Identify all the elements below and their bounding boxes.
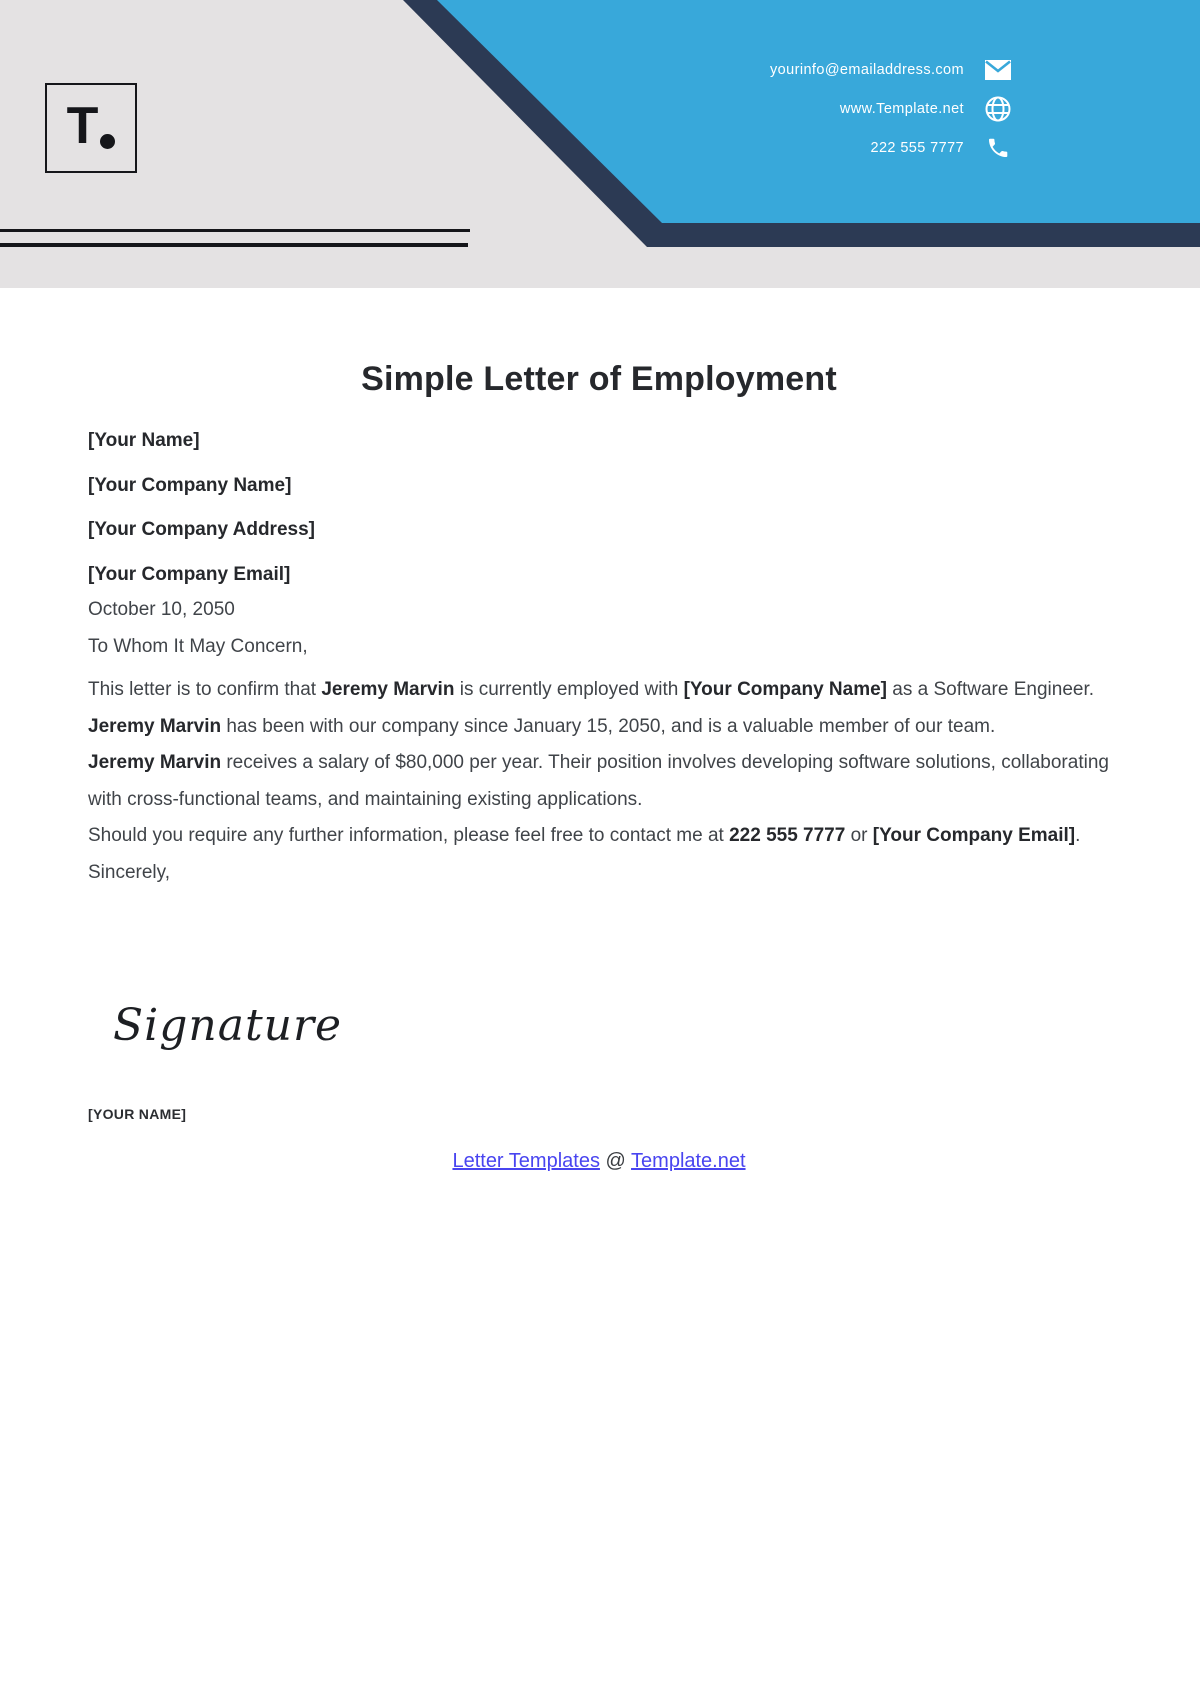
- letter-content: [88, 288, 1110, 1173]
- closing: Sincerely,: [88, 861, 171, 883]
- salutation: To Whom It May Concern,: [88, 635, 308, 657]
- body-paragraph-2: Jeremy Marvin receives a salary of $80,000 per year. Their position involves developing software solutions, collaborating with cross-functional teams, and maintaining existing applications.: [88, 752, 1109, 810]
- sender-address-block: [88, 424, 1110, 592]
- header-divider-line-top: [0, 229, 470, 232]
- envelope-icon: [984, 58, 1012, 82]
- letterhead: [0, 0, 1200, 288]
- body-paragraph-3: Should you require any further information, please feel free to contact me at 222 555 7777 or [Your Company Email].: [88, 825, 1081, 846]
- contact-phone-text: 222 555 7777: [870, 140, 964, 156]
- logo-letter: T: [66, 97, 98, 155]
- body-paragraph-1: This letter is to confirm that Jeremy Marvin is currently employed with [Your Company Name] as a Software Engineer. Jeremy Marvin has been with our company since January 15, 2050, and is a valuable member of our team.: [88, 679, 1095, 737]
- header-divider-line-bottom: [0, 243, 468, 247]
- contact-website-text: www.Template.net: [839, 101, 964, 117]
- letter-templates-link[interactable]: Letter Templates: [452, 1150, 600, 1172]
- phone-icon: [984, 136, 1012, 160]
- company-address-line: [Your Company Address]: [88, 519, 315, 540]
- logo-dot-icon: [100, 134, 115, 149]
- date-salutation-block: [88, 592, 1110, 665]
- contact-row-email: [770, 57, 1012, 83]
- page-title: Simple Letter of Employment: [361, 360, 837, 398]
- signer-name: [YOUR NAME]: [88, 1106, 187, 1122]
- company-name-line: [Your Company Name]: [88, 474, 292, 496]
- sender-name-line: [Your Name]: [88, 430, 200, 451]
- footer-attribution: [88, 1150, 1110, 1173]
- letter-date: October 10, 2050: [88, 599, 235, 620]
- contact-block: [770, 57, 1012, 161]
- footer-at-sign: @: [605, 1150, 626, 1172]
- signature-script: Signature: [113, 1000, 343, 1051]
- company-logo: [45, 83, 137, 173]
- globe-icon: [984, 96, 1012, 122]
- template-net-link[interactable]: Template.net: [631, 1150, 746, 1172]
- contact-row-website: [770, 96, 1012, 122]
- company-email-line: [Your Company Email]: [88, 563, 291, 585]
- contact-email-text: yourinfo@emailaddress.com: [770, 62, 964, 78]
- contact-row-phone: [770, 135, 1012, 161]
